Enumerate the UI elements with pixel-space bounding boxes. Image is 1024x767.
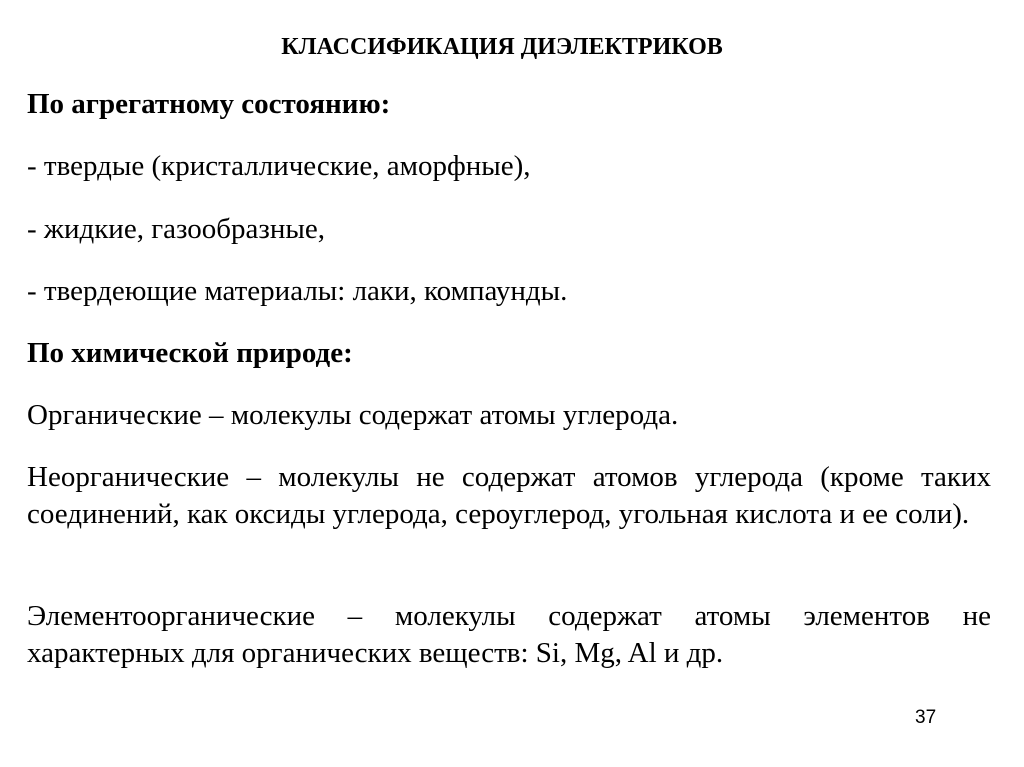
- paragraph-inorganic: Неорганические – молекулы не содержат атомов углерода (кроме таких соединений, как оксиды углерода, сероуглерод, угольная кислота и ее соли).: [27, 461, 991, 530]
- slide-title: КЛАССИФИКАЦИЯ ДИЭЛЕКТРИКОВ: [281, 34, 723, 60]
- list-item-liquid-gas: - жидкие, газообразные,: [27, 213, 325, 245]
- section-heading-aggregate-state: По агрегатному состоянию:: [27, 88, 391, 120]
- section-heading-chemical-nature: По химической природе:: [27, 337, 353, 369]
- list-item-hardening: - твердеющие материалы: лаки, компаунды.: [27, 275, 568, 307]
- page-number: 37: [915, 707, 937, 728]
- paragraph-organic: Органические – молекулы содержат атомы углерода.: [27, 399, 679, 431]
- paragraph-organoelement: Элементоорганические – молекулы содержат атомы элементов не характерных для органических веществ: Si, Mg, Al и др.: [27, 600, 991, 669]
- list-item-solid: - твердые (кристаллические, аморфные),: [27, 150, 531, 182]
